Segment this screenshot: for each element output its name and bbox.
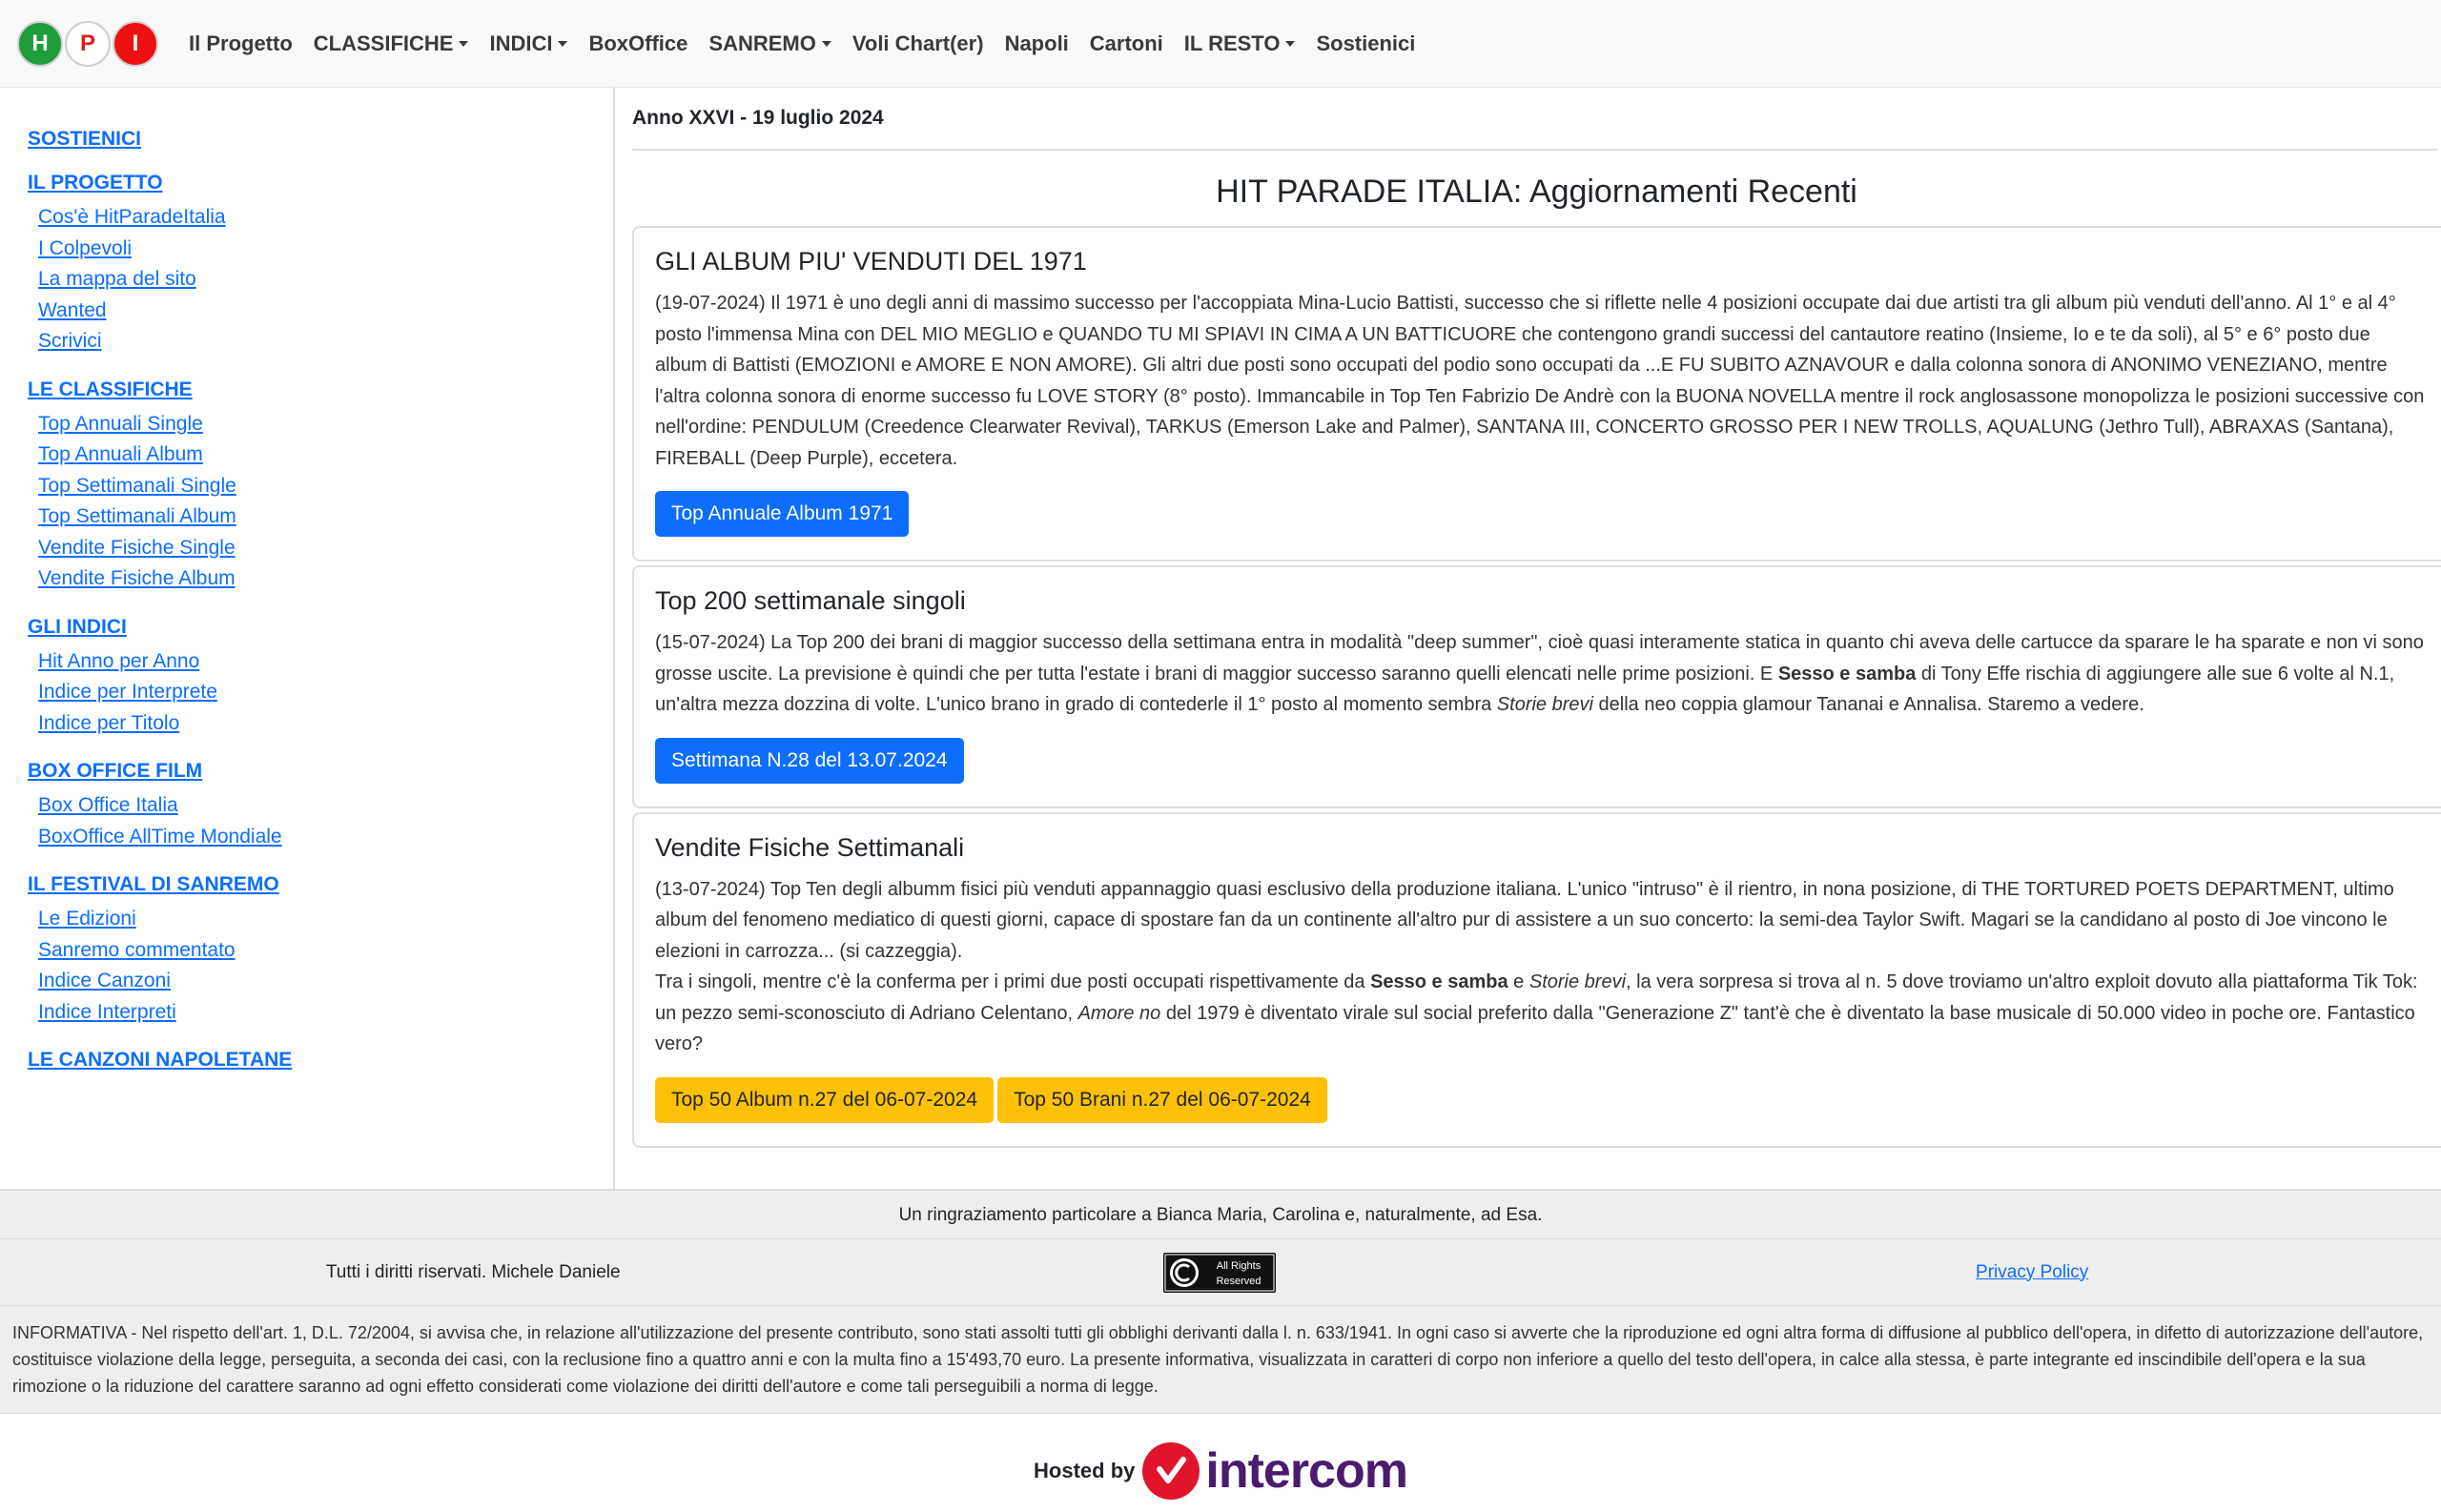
nav-item-label: INDICI <box>489 31 553 55</box>
intercom-check-icon <box>1142 1442 1200 1500</box>
sidebar-link-la-mappa-del-sito[interactable]: La mappa del sito <box>38 268 196 290</box>
site-logo[interactable] <box>17 21 160 67</box>
nav-item-il-resto[interactable] <box>1184 31 1296 56</box>
card-text: (19-07-2024) Il 1971 è uno degli anni di massimo successo per l'accoppiata Mina-Lucio Battisti, successo che si riflette nelle 4 posizioni occupate dai due artisti tra gli album più venduti dell'anno. Al 1° e al 4° posto l'immensa Mina con DEL MIO MEGLIO e QUANDO TU MI SPIAVI IN CIMA A UN BATTICUORE che contengono grandi successi del cantautore reatino (Insieme, Io e te da soli), al 5° e 6° posto due album di Battisti (EMOZIONI e AMORE E NON AMORE). Gli altri due posti sono occupati del podio sono occupati da ...E FU SUBITO AZNAVOUR e dalla colonna sonora di ANONIMO VENEZIANO, mentre l'altra colonna sonora di enorme successo fu LOVE STORY (8° posto). Immancabile in Top Ten Fabrizio De Andrè con la BUONA NOVELLA mentre il rock anglosassone monopolizza le posizioni successive con nell'ordine: PENDULUM (Creedence Clearwater Revival), TARKUS (Emerson Lake and Palmer), SANTANA III, CONCERTO GROSSO PER I NEW TROLLS, AQUALUNG (Jethro Tull), ABRAXAS (Santana), FIREBALL (Deep Purple), eccetera. <box>655 293 2425 469</box>
sidebar-link-top-annuali-single[interactable]: Top Annuali Single <box>38 412 203 435</box>
sidebar-link-i-colpevoli[interactable]: I Colpevoli <box>38 236 133 259</box>
sidebar-heading-sostienici[interactable]: SOSTIENICI <box>28 128 142 150</box>
logo-letter-i: I <box>113 21 158 67</box>
settimana-n-28-del-13-07-2024-button[interactable]: Settimana N.28 del 13.07.2024 <box>655 738 964 784</box>
card-text <box>655 627 2426 721</box>
sidebar-link-indice-interpreti[interactable]: Indice Interpreti <box>38 1000 176 1023</box>
legal-informativa: INFORMATIVA - Nel rispetto dell'art. 1, D.L. 72/2004, si avvisa che, in relazione all'utilizzazione del presente contributo, sono stati assolti tutti gli obblighi derivanti dalla l. n. 633/1941. In ogni caso si avverte che la riproduzione ed ogni altra forma di diffusione al pubblico dell'opera, in difetto di autorizzazione dell'autore, costituisce violazione della legge, perseguita, a seconda dei casi, con la reclusione fino a quattro anni e con la multa fino a 15'493,70 euro. La presente informativa, visualizzata in caratteri di corpo non inferiore a quello del testo dell'opera, in calce alla stessa, è parte integrante ed inscindibile dell'opera e la sua rimozione o la riduzione del carattere saranno ad ogni effetto considerati come violazione dei diritti dell'autore e come tali perseguibili a norma di legge. <box>0 1306 2441 1414</box>
card-buttons <box>655 474 2426 537</box>
card-buttons <box>655 721 2426 784</box>
sidebar-link-boxoffice-alltime-mondiale[interactable]: BoxOffice AllTime Mondiale <box>38 825 282 848</box>
sidebar-link-vendite-fisiche-album[interactable]: Vendite Fisiche Album <box>38 567 236 589</box>
copyright-icon <box>1163 1253 1276 1293</box>
sidebar-heading-le-classifiche[interactable]: LE CLASSIFICHE <box>28 378 193 400</box>
card-title: GLI ALBUM PIU' VENDUTI DEL 1971 <box>655 247 1087 276</box>
top-annuale-album-1971-button[interactable]: Top Annuale Album 1971 <box>655 491 909 537</box>
nav-item-il-progetto[interactable] <box>189 31 293 56</box>
logo-letter-h: H <box>17 21 63 67</box>
sidebar-link-indice-canzoni[interactable]: Indice Canzoni <box>38 970 171 991</box>
sidebar-link-top-settimanali-single[interactable]: Top Settimanali Single <box>38 474 236 497</box>
nav-item-indici[interactable] <box>489 31 567 56</box>
nav-item-label: Napoli <box>1004 31 1069 55</box>
card-text-segment: (15-07-2024) La Top 200 dei brani di maggior successo della settimana entra in modalità "deep summer", cioè quasi interamente statica in quanto chi aveva delle cartucce da sparare le ha sparate e non vi sono grosse uscite. La previsione è quindi che per tutta l'estate i brani di maggior successo saranno quelli elencati nelle prime posizioni. E <box>655 632 2424 684</box>
card-text-segment: Amore no <box>1077 1002 1161 1024</box>
issue-date: Anno XXVI - 19 luglio 2024 <box>632 88 2437 151</box>
news-card <box>632 565 2441 808</box>
nav-item-boxoffice[interactable] <box>588 31 687 56</box>
sidebar-link-box-office-italia[interactable]: Box Office Italia <box>38 794 178 816</box>
card-text <box>655 874 2426 1060</box>
card-text-segment: del 1979 è diventato virale sul social preferito dalla "Generazione Z" tant'è che è diventato la base musicale di 50.000 video in poche ore. Fantastico vero? <box>655 1002 2415 1054</box>
card-title: Top 200 settimanale singoli <box>655 586 966 615</box>
sidebar-heading-le-canzoni-napoletane[interactable]: LE CANZONI NAPOLETANE <box>28 1049 293 1071</box>
card-text-segment: di Tony Effe rischia di aggiungere alle sue 6 volte al N.1, un'altra mezza dozzina di volte. L'unico brano in grado di contederle il 1° posto al momento sembra <box>655 663 2395 715</box>
card-text-segment: , la vera sorpresa si trova al n. 5 dove troviamo un'altro exploit dovuto alla piattaforma Tik Tok: un pezzo semi-sconosciuto di Adriano Celentano, <box>655 971 2418 1024</box>
card-text-segment: Storie brevi <box>1528 971 1627 992</box>
nav-item-sanremo[interactable] <box>708 31 831 56</box>
hosted-by[interactable] <box>0 1442 2441 1500</box>
nav-item-label: Cartoni <box>1089 31 1163 55</box>
sidebar-section-le-classifiche <box>28 378 613 595</box>
nav-item-cartoni[interactable] <box>1090 31 1163 56</box>
news-card <box>632 226 2441 562</box>
sidebar-heading-gli-indici[interactable]: GLI INDICI <box>28 615 127 638</box>
main-nav <box>189 31 1436 56</box>
news-cards <box>632 226 2441 1148</box>
sidebar-section-il-festival-di-sanremo <box>28 873 613 1028</box>
news-card <box>632 812 2441 1148</box>
caret-down-icon <box>1285 41 1295 47</box>
sidebar-section-gli-indici <box>28 616 613 740</box>
nav-item-label: SANREMO <box>708 31 816 55</box>
privacy-policy-link[interactable]: Privacy Policy <box>1976 1261 2089 1282</box>
card-text-segment: (13-07-2024) Top Ten degli albumm fisici più venduti appannaggio quasi esclusivo della produzione italiana. L'unico "intruso" è il rientro, in nona posizione, di THE TORTURED POETS DEPARTMENT, ultimo album del fenomeno mediatico di questi giorni, capace di spostare fan da un continente all'altro pur di assistere a un suo concerto: la semi-dea Taylor Swift. Magari se la candidano al posto di Joe vincono le elezioni in carrozza... (si cazzeggia). <box>655 878 2394 962</box>
top-navbar <box>0 0 2441 88</box>
sidebar <box>0 88 615 1189</box>
footer-rights-row <box>0 1239 2441 1306</box>
badge-line-2: Reserved <box>1216 1275 1262 1287</box>
top-50-brani-n-27-del-06-07-2024-button[interactable]: Top 50 Brani n.27 del 06-07-2024 <box>997 1077 1327 1123</box>
card-text-segment: della neo coppia glamour Tananai e Annalisa. Staremo a vedere. <box>1592 694 2144 715</box>
badge-line-1: All Rights <box>1216 1259 1261 1272</box>
footer <box>0 1189 2441 1512</box>
sidebar-link-top-settimanali-album[interactable]: Top Settimanali Album <box>38 505 236 527</box>
sidebar-link-vendite-fisiche-single[interactable]: Vendite Fisiche Single <box>38 536 236 559</box>
sidebar-link-le-edizioni[interactable]: Le Edizioni <box>38 908 136 930</box>
sidebar-link-indice-per-titolo[interactable]: Indice per Titolo <box>38 711 180 734</box>
card-text-segment: Tra i singoli, mentre c'è la conferma per i primi due posti occupati rispettivamente da <box>655 971 1371 992</box>
sidebar-link-hit-anno-per-anno[interactable]: Hit Anno per Anno <box>38 649 200 672</box>
sidebar-link-cos-e-hitparadeitalia[interactable]: Cos'è HitParadeItalia <box>38 206 226 228</box>
all-rights-reserved-badge <box>812 1253 1625 1293</box>
card-text-segment: e <box>1508 971 1529 992</box>
sidebar-link-scrivici[interactable]: Scrivici <box>38 330 102 352</box>
logo-letter-p: P <box>65 21 111 67</box>
sidebar-section-box-office-film <box>28 760 613 852</box>
nav-item-label: BoxOffice <box>588 31 688 55</box>
caret-down-icon <box>822 41 831 47</box>
copyright-text: Tutti i diritti riservati. Michele Daniele <box>325 1261 621 1282</box>
nav-item-label: Sostienici <box>1316 31 1416 55</box>
caret-down-icon <box>459 41 468 47</box>
sidebar-section-le-canzoni-napoletane <box>28 1049 613 1072</box>
sidebar-link-sanremo-commentato[interactable]: Sanremo commentato <box>38 938 236 961</box>
nav-item-label: IL RESTO <box>1183 31 1281 55</box>
nav-item-napoli[interactable] <box>1005 31 1069 56</box>
card-title: Vendite Fisiche Settimanali <box>655 832 965 862</box>
page-title: HIT PARADE ITALIA: Aggiornamenti Recenti <box>1216 174 1857 210</box>
sidebar-section-il-progetto <box>28 172 613 358</box>
sidebar-heading-box-office-film[interactable]: BOX OFFICE FILM <box>28 760 203 782</box>
hosted-by-label: Hosted by <box>1034 1459 1136 1482</box>
nav-item-label: Il Progetto <box>189 31 293 55</box>
intercom-logo-text: intercom <box>1205 1443 1407 1499</box>
card-text-segment: Storie brevi <box>1496 694 1593 715</box>
top-50-album-n-27-del-06-07-2024-button[interactable]: Top 50 Album n.27 del 06-07-2024 <box>655 1077 994 1123</box>
main-content <box>632 88 2441 1189</box>
card-text-segment: Sesso e samba <box>1777 663 1917 684</box>
card-buttons <box>655 1060 2426 1123</box>
sidebar-heading-il-festival-di-sanremo[interactable]: IL FESTIVAL DI SANREMO <box>28 873 279 895</box>
sidebar-link-wanted[interactable]: Wanted <box>38 298 107 321</box>
sidebar-link-top-annuali-album[interactable]: Top Annuali Album <box>38 443 203 465</box>
sidebar-section-sostienici <box>28 128 613 151</box>
sidebar-heading-il-progetto[interactable]: IL PROGETTO <box>28 172 163 194</box>
nav-item-voli-chart-er[interactable] <box>852 31 984 56</box>
nav-item-label: CLASSIFICHE <box>313 31 454 55</box>
caret-down-icon <box>558 41 567 47</box>
nav-item-sostienici[interactable] <box>1316 31 1415 56</box>
nav-item-label: Voli Chart(er) <box>851 31 984 55</box>
sidebar-link-indice-per-interprete[interactable]: Indice per Interprete <box>38 681 217 703</box>
footer-thanks: Un ringraziamento particolare a Bianca Maria, Carolina e, naturalmente, ad Esa. <box>0 1189 2441 1239</box>
nav-item-classifiche[interactable] <box>314 31 469 56</box>
card-text-segment: Sesso e samba <box>1370 971 1508 992</box>
